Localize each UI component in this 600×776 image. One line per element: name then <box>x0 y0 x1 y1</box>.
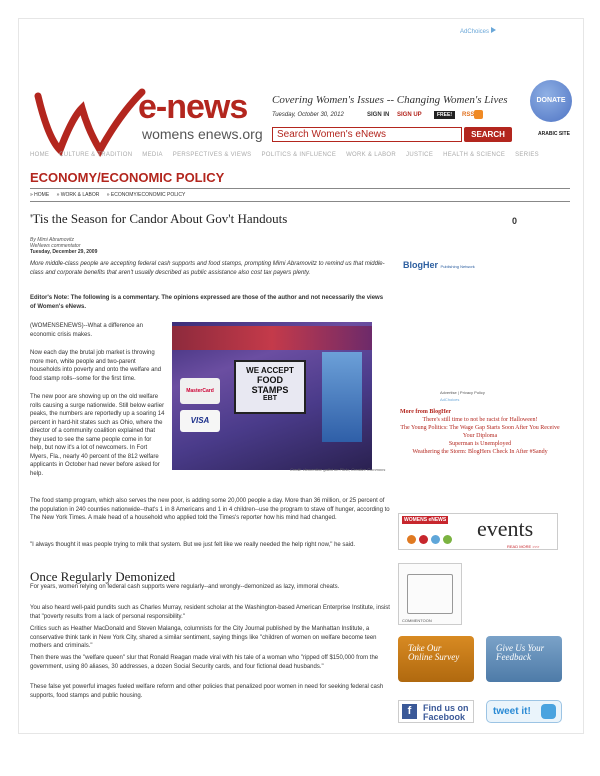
facebook-button[interactable] <box>398 700 474 723</box>
free-badge: FREE! <box>434 111 455 119</box>
paragraph: The food stamp program, which also serves the new poor, is adding some 20,000 people a day. More than 36 million, or 25 percent of the population in 240 counties nationwide--that's 1 in 8 Americans and 1 in 4 children--use the program to stave off hunger, according to The New York Times. A male head of a household who applied told the Times's reporter how his mind had changed. <box>30 498 390 521</box>
logo-text: e-news <box>138 88 248 126</box>
sign-line: EBT <box>263 395 277 402</box>
paragraph: Critics such as Heather MacDonald and Steven Malanga, columnists for the City Journal published by the Manhattan Institute, a conservative think tank in New York City, shared a similar sentiment, saying things like "children of women on welfare become teen mothers and criminals." <box>30 626 377 649</box>
nav-home[interactable]: HOME <box>30 152 50 158</box>
comment-count[interactable]: 0 <box>512 216 518 226</box>
blogher-link[interactable]: Superman is Unemployed <box>448 441 512 447</box>
dot <box>443 535 452 544</box>
nav-health[interactable]: HEALTH & SCIENCE <box>443 152 506 158</box>
header-utility-row <box>272 112 572 126</box>
search-input[interactable]: Search Women's eNews <box>272 127 462 142</box>
blogher-link[interactable]: There's still time to not be racist for Halloween! <box>422 417 538 423</box>
events-tag: WOMENS eNEWS <box>404 517 447 523</box>
adchoices-icon <box>491 27 496 33</box>
editors-note: Editor's Note: The following is a commentary. The opinions expressed are those of the author and not necessarily the views of Women's eNews. <box>30 295 384 310</box>
section-title: ECONOMY/ECONOMIC POLICY <box>30 170 225 185</box>
events-dots <box>407 531 455 549</box>
byline <box>30 237 97 255</box>
facebook-label: Find us on Facebook <box>423 703 469 722</box>
commentoon-thumbnail[interactable] <box>398 563 462 625</box>
current-date: Tuesday, October 30, 2012 <box>272 112 344 118</box>
sign-line: WE ACCEPT <box>246 366 294 375</box>
paragraph: These false yet powerful images fueled welfare reform and other policies that penalized poor women in need for seeking federal cash supports, food stamps and public housing. <box>30 684 384 699</box>
paragraph: The new poor are showing up on the old welfare rolls causing a surge nationwide. Still below earlier peaks, the numbers are reportedly up a soaring 14 percent in hard-hit states such as Ohio, where the director of a community coalition explained that they used to see the same people come in for help, but now it's a lot of newcomers. In Fort Myers, Fla., nearly 40 percent of the 812 welfare applicants in October had never before asked for help. <box>30 394 165 477</box>
nav-justice[interactable]: JUSTICE <box>406 152 434 158</box>
nav-series[interactable]: SERIES <box>515 152 539 158</box>
blogher-links <box>400 416 560 456</box>
mastercard-logo: MasterCard <box>180 378 220 404</box>
dot <box>407 535 416 544</box>
author-role: WeNews commentator <box>30 243 81 249</box>
breadcrumb-economy[interactable]: » ECONOMY/ECONOMIC POLICY <box>106 192 186 198</box>
nav-culture[interactable]: CULTURE & TRADITION <box>59 152 133 158</box>
events-read-more[interactable]: READ MORE >>> <box>507 544 540 549</box>
advertise-links[interactable]: Advertise | Privacy Policy <box>440 390 485 395</box>
paragraph: For years, women relying on federal cash supports were regularly--and wrongly--demonized as lazy, immoral cheats. <box>30 584 340 590</box>
nav-perspectives[interactable]: PERSPECTIVES & VIEWS <box>172 152 252 158</box>
main-nav <box>30 152 570 162</box>
nav-work[interactable]: WORK & LABOR <box>346 152 397 158</box>
subheading: Once Regularly Demonized <box>30 569 176 584</box>
blogher-link[interactable]: Weathering the Storm: BlogHers Check In After #Sandy <box>412 449 548 455</box>
paragraph: Now each day the brutal job market is throwing more men, white people and two-parent households into poverty and onto the welfare and food stamp rolls--some for the first time. <box>30 350 162 382</box>
rss-icon[interactable] <box>474 110 483 119</box>
sign-up-link[interactable]: SIGN UP <box>397 112 422 118</box>
dot <box>419 535 428 544</box>
tagline: Covering Women's Issues -- Changing Women's Lives <box>272 94 508 106</box>
breadcrumb-work[interactable]: » WORK & LABOR <box>56 192 100 198</box>
paragraph: (WOMENSENEWS)--What a difference an economic crisis makes. <box>30 323 143 338</box>
dot <box>431 535 440 544</box>
adchoices-link-small[interactable]: AdChoices <box>440 397 460 402</box>
sign-in-link[interactable]: SIGN IN <box>367 112 390 118</box>
donate-button[interactable]: DONATE <box>530 80 572 122</box>
sign-line: STAMPS <box>251 385 289 395</box>
divider <box>30 201 570 202</box>
food-stamps-sign <box>234 360 306 414</box>
photo-bottles <box>322 352 362 442</box>
survey-button[interactable]: Take Our Online Survey <box>398 636 474 682</box>
nav-politics[interactable]: POLITICS & INFLUENCE <box>261 152 337 158</box>
sign-line: FOOD <box>257 375 283 385</box>
breadcrumb-home[interactable]: » HOME <box>30 192 50 198</box>
article-lead: More middle-class people are accepting federal cash supports and food stamps, prompting Mimi Abramovitz to remind us that middle-class and corporate benefits that aren't usually described as public assistance also cost tax payers plenty. <box>30 261 385 276</box>
twitter-bird-icon <box>541 704 556 719</box>
paragraph: Then there was the "welfare queen" slur that Ronald Reagan made viral with his tale of a woman who "ripped off $150,000 from the government, using 80 aliases, 30 addresses, a dozen Social Security cards, and four fictional dead husbands." <box>30 655 379 670</box>
article-photo <box>172 322 372 470</box>
events-banner[interactable] <box>398 513 558 550</box>
photo-credit: Credit: clementine gallot on Flickr, Creative Commons <box>290 467 386 472</box>
article-date: Tuesday, December 29, 2009 <box>30 249 98 255</box>
facebook-icon: f <box>402 704 417 719</box>
cartoon-caption: COMMENTOON <box>402 618 432 623</box>
blogher-logo[interactable]: BlogHer Publishing Network <box>403 260 475 270</box>
feedback-button[interactable]: Give Us Your Feedback <box>486 636 562 682</box>
author[interactable]: By Mimi Abramovitz <box>30 237 74 243</box>
arabic-site-link[interactable]: ARABIC SITE <box>538 131 570 137</box>
site-logo[interactable] <box>30 78 270 158</box>
divider <box>30 188 570 189</box>
paragraph: You also heard well-paid pundits such as Charles Murray, resident scholar at the Washington-based American Enterprise Institute, insist that "poverty results from a lack of personal responsibility." <box>30 605 390 620</box>
blogher-link[interactable]: The Young Politics: The Wage Gap Starts Soon After You Receive Your Diploma <box>400 425 560 439</box>
logo-w-mark <box>30 78 150 158</box>
breadcrumb <box>30 192 191 198</box>
search-button[interactable]: SEARCH <box>464 127 512 142</box>
photo-banner <box>172 326 372 350</box>
adchoices-link[interactable]: AdChoices <box>460 27 496 35</box>
visa-logo: VISA <box>180 410 220 432</box>
tweet-button[interactable] <box>486 700 562 723</box>
more-from-blogher-title: More from BlogHer <box>400 409 452 415</box>
cartoon-drawing <box>407 574 453 614</box>
logo-site: womens enews.org <box>142 126 263 142</box>
events-word: events <box>477 516 534 541</box>
paragraph: "I always thought it was people trying to milk that system. But we just felt like we really needed the help right now," he said. <box>30 542 356 548</box>
tweet-label: tweet it! <box>493 706 531 717</box>
article-headline: 'Tis the Season for Candor About Gov't Handouts <box>30 211 288 226</box>
nav-media[interactable]: MEDIA <box>142 152 163 158</box>
rss-link[interactable]: RSS <box>462 112 475 118</box>
